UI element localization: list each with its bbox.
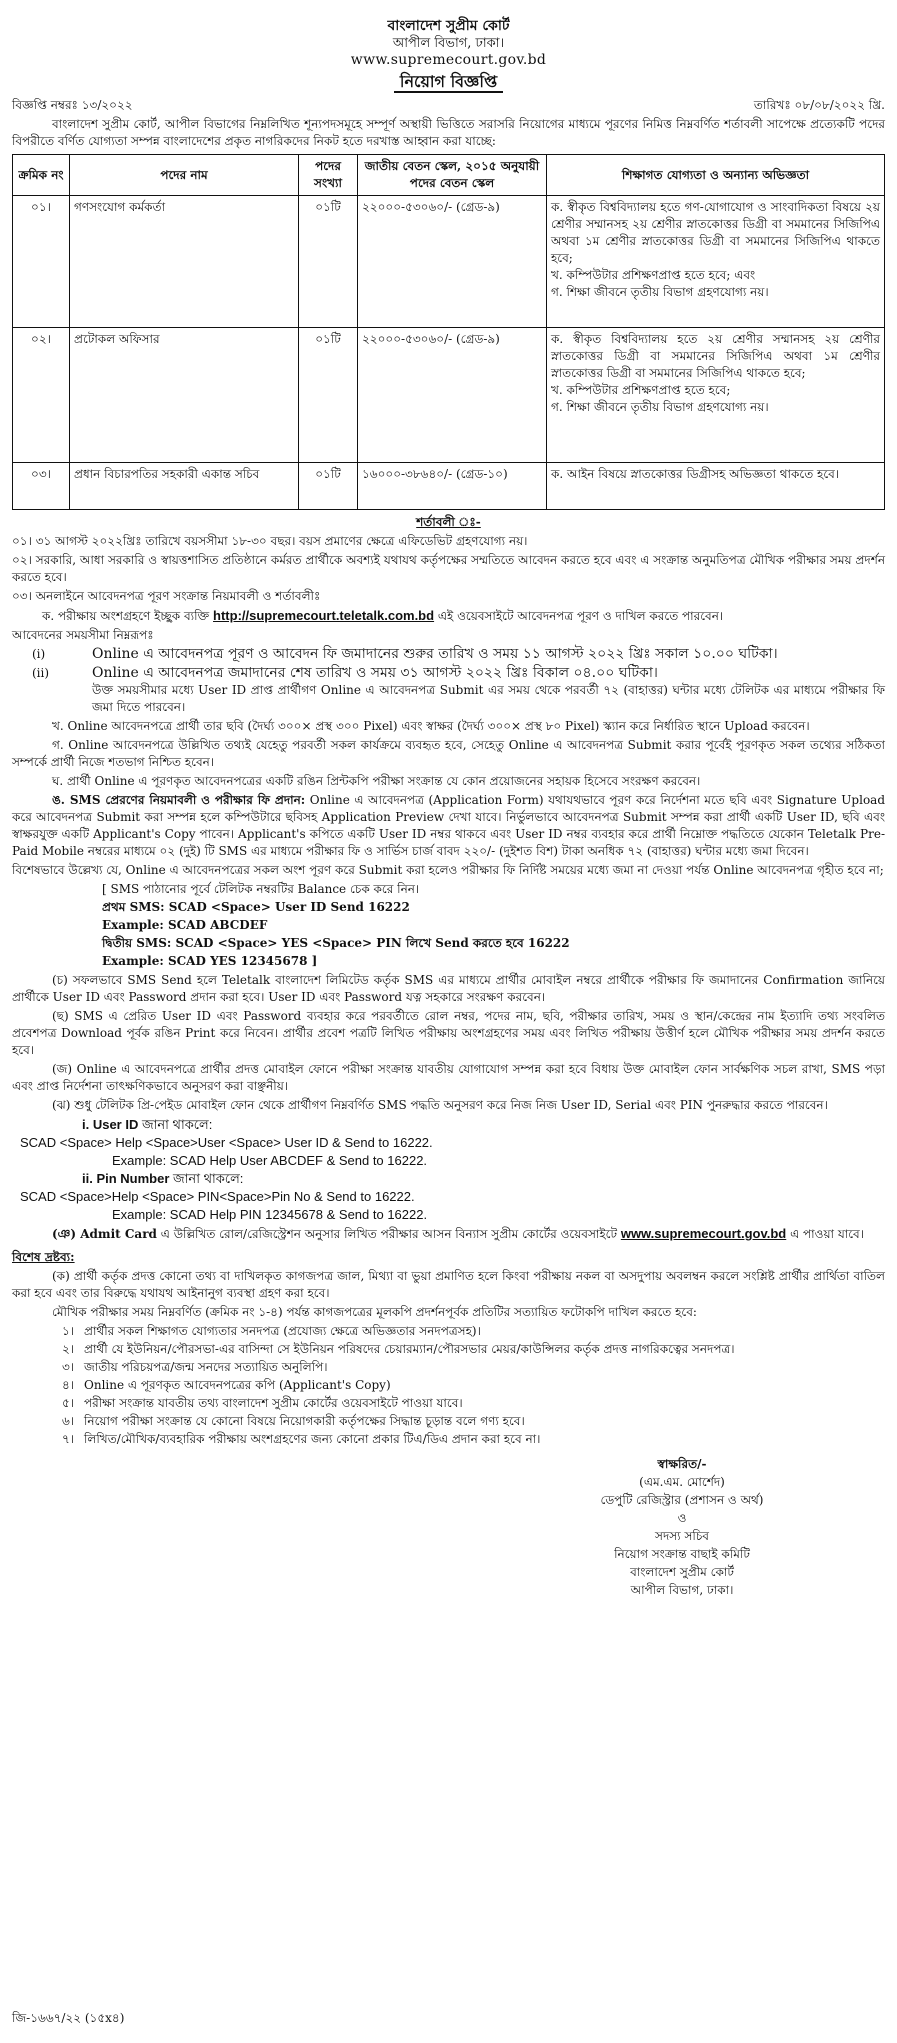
cell-pay: ১৬০০০-৩৮৬৪০/- (গ্রেড-১০): [358, 463, 547, 510]
list-item-number: ১।: [62, 1324, 75, 1338]
col-post-name: পদের নাম: [70, 155, 299, 196]
admit-card-text: এ উল্লিখিত রোল/রেজিস্ট্রেশন অনুসার লিখিত পরীক্ষার আসন বিন্যাস সুপ্রীম কোর্টের ওয়েবসাইটে: [160, 1227, 617, 1241]
pin-example: Example: SCAD Help PIN 12345678 & Send to 16222.: [112, 1207, 428, 1222]
notice-page: [12, 0, 886, 2025]
notice-meta: [12, 97, 885, 114]
user-id-code: SCAD <Space> Help <Space>User <Space> User ID & Send to 16222.: [20, 1135, 433, 1150]
period-title: আবেদনের সময়সীমা নিম্নরূপঃ: [12, 628, 154, 642]
list-item: [62, 1395, 885, 1412]
special-note-ka: (ক) প্রার্থী কর্তৃক প্রদত্ত কোনো তথ্য বা দাখিলকৃত কাগজপত্র জাল, মিথ্যা বা ভুয়া প্রমাণিত হলে কিংবা পরীক্ষায় নকল বা অসদুপায় অবলম্বন করলে সংশ্লিষ্ট প্রার্থীর প্রার্থিতা বাতিল করা হবে এবং তার বিরুদ্ধে যথাযথ আইনানুগ ব্যবস্থা গ্রহণ করা হবে।: [12, 1269, 885, 1300]
period-2-body: [92, 665, 885, 716]
list-item-number: ৩।: [62, 1360, 75, 1374]
qualification-line: ক. আইন বিষয়ে স্নাতকোত্তর ডিগ্রীসহ অভিজ্ঞতা থাকতে হবে।: [551, 467, 840, 481]
vacancy-table: [12, 154, 885, 510]
table-header-row: [13, 155, 885, 196]
condition-chha: (ছ) SMS এ প্রেরিত User ID এবং Password ব্যবহার করে পরবর্তীতে রোল নম্বর, পদের নাম, ছবি, পরীক্ষার তারিখ, সময় ও স্থান/কেন্দ্রের নাম ইত্যাদি তথ্য সংবলিত প্রবেশপত্র Download পূর্বক রঙিন Print করে নিবেন। প্রার্থীর প্রবেশ পত্রটি লিখিত পরীক্ষায় অংশগ্রহণের সময় এবং লিখিত পরীক্ষায় উত্তীর্ণ হলে মৌখিক পরীক্ষার সময় প্রদর্শন করতে হবে।: [12, 1009, 885, 1057]
list-item-number: ৬।: [62, 1414, 75, 1428]
signatory-division: আপীল বিভাগ, ঢাকা।: [630, 1583, 734, 1597]
viva-documents-intro: মৌখিক পরীক্ষার সময় নিম্নবর্ণিত (ক্রমিক নং ১-৪) পর্যন্ত কাগজপত্রের মূলকপি প্রদর্শনপূর্বক প্রতিটির সত্যায়িত ফটোকপি দাখিল করতে হবে:: [52, 1305, 697, 1319]
qualification-line: খ. কম্পিউটার প্রশিক্ষণপ্রাপ্ত হতে হবে; এবং: [551, 268, 756, 282]
conditions-title: শর্তাবলী ঃ-: [416, 515, 481, 529]
signatory-role: ডেপুটি রেজিস্ট্রার (প্রশাসন ও অর্থ): [600, 1493, 764, 1507]
signature-block: [532, 1456, 832, 1599]
cell-post-name: প্রটোকল অফিসার: [70, 328, 299, 463]
pin-recovery-title: [82, 1170, 885, 1187]
period-2-text: Online এ আবেদনপত্র জমাদানের শেষ তারিখ ও সময় ৩১ আগস্ট ২০২২ খ্রিঃ বিকাল ০৪.০০ ঘটিকা।: [92, 665, 658, 681]
condition-uma: [12, 792, 885, 860]
list-item-number: ৭।: [62, 1432, 75, 1446]
intro-paragraph: বাংলাদেশ সুপ্রীম কোর্ট, আপীল বিভাগের নিম্নলিখিত শূন্যপদসমূহে সম্পূর্ণ অস্থায়ী ভিত্তিতে সরাসরি নিয়োগের মাধ্যমে পূরণের নিমিত্ত নিম্নবর্ণিত শর্তাবলী সাপেক্ষে প্রত্যেকটি পদের বিপরীতে বর্ণিত যোগ্যতা সম্পন্ন বাংলাদেশের প্রকৃত নাগরিকদের নিকট হতে দরখাস্ত আহ্বান করা যাচ্ছে:: [12, 117, 885, 148]
user-id-suffix: জানা থাকলে:: [141, 1117, 213, 1132]
col-post-count: পদের সংখ্যা: [299, 155, 358, 196]
sms-first-example: Example: SCAD ABCDEF: [102, 918, 268, 932]
period-1-no: (i): [32, 647, 46, 661]
col-pay-scale: জাতীয় বেতন স্কেল, ২০১৫ অনুযায়ী পদের বেতন স্কেল: [358, 155, 547, 196]
qualification-line: গ. শিক্ষা জীবনে তৃতীয় বিভাগ গ্রহণযোগ্য নয়।: [551, 285, 769, 299]
condition-ka: [12, 607, 885, 625]
list-item: [62, 1323, 885, 1340]
cell-pay: ২২০০০-৫৩০৬০/- (গ্রেড-৯): [358, 328, 547, 463]
user-id-example: Example: SCAD Help User ABCDEF & Send to 16222.: [112, 1153, 428, 1168]
condition-ga: গ. Online আবেদনপত্রে উল্লিখিত তথ্যই যেহেতু পরবর্তী সকল কার্যক্রমে ব্যবহৃত হবে, সেহেতু Online এ আবেদনপত্র Submit করার পূর্বেই পূরণকৃত সকল তথ্যের সঠিকতা সম্পর্কে প্রার্থী নিজে শতভাগ নিশ্চিত হবেন।: [12, 738, 885, 769]
cell-pay: ২২০০০-৫৩০৬০/- (গ্রেড-৯): [358, 196, 547, 328]
col-serial: ক্রমিক নং: [13, 155, 70, 196]
condition-ka-text: ক. পরীক্ষায় অংশগ্রহণে ইচ্ছুক ব্যক্তি: [42, 609, 210, 623]
cell-serial: ০২।: [13, 328, 70, 463]
supremecourt-link[interactable]: www.supremecourt.gov.bd: [620, 1226, 787, 1241]
cell-serial: ০৩।: [13, 463, 70, 510]
page-title: নিয়োগ বিজ্ঞপ্তি: [394, 73, 503, 93]
list-item-text: Online এ পূরণকৃত আবেদনপত্রের কপি (Applicant's Copy): [84, 1378, 391, 1392]
list-item: [62, 1359, 885, 1376]
qualification-line: ক. স্বীকৃত বিশ্ববিদ্যালয় হতে ২য় শ্রেণীর সম্মানসহ ২য় শ্রেণীর স্নাতকোত্তর ডিগ্রী বা সমমানের সিজিপিএ অথবা ১ম শ্রেণীর স্নাতকোত্তর ডিগ্রী বা সমমানের সিজিপিএ থাকতে হবে;: [551, 332, 880, 380]
sms-first: প্রথম SMS: SCAD <Space> User ID Send 16222: [102, 900, 410, 914]
table-row: [13, 196, 885, 328]
list-item: [62, 1413, 885, 1430]
signatory-role-2: সদস্য সচিব: [655, 1529, 709, 1543]
sms-rules-text: Online এ আবেদনপত্র (Application Form) যথাযথভাবে পূরণ করে নির্দেশনা মতে ছবি এবং Signature Upload করে আবেদনপত্র Submit করা সম্পন্ন হলে কম্পিউটারে ছবিসহ Application Preview দেখা যাবে। নির্ভুলভাবে আবেদনপত্র Submit সম্পন্ন করা প্রার্থী একটি User ID, ছবি এবং স্বাক্ষরযুক্ত একটি Applicant's Copy পাবেন। Applicant's কপিতে একটি User ID নম্বর থাকবে এবং User ID নম্বর ব্যবহার করে প্রার্থী নিম্নোক্ত পদ্ধতিতে যেকোন Teletalk Pre-Paid Mobile নম্বরের মাধ্যমে ০২ (দুই) টি SMS এর মাধ্যমে পরীক্ষার ফি ও সার্ভিস চার্জ বাবদ ২২০/- (দুইশত বিশ) টাকা অনধিক ৭২ (বাহাত্তর) ঘন্টার মধ্যে জমা দিবেন।: [12, 793, 886, 858]
sms-second-example: Example: SCAD YES 12345678 ]: [102, 954, 318, 968]
cell-qualification: [547, 328, 885, 463]
cell-qualification: [547, 196, 885, 328]
period-2-note: উক্ত সময়সীমার মধ্যে User ID প্রাপ্ত প্রার্থীগণ Online এ আবেদনপত্র Submit এর সময় থেকে পরবর্তী ৭২ (বাহাত্তর) ঘন্টার মধ্যে টেলিটক এর মাধ্যমে পরীক্ষার ফি জমা দিতে পারবেন।: [92, 683, 885, 714]
website: www.supremecourt.gov.bd: [350, 52, 547, 68]
condition-kha: খ. Online আবেদনপত্রে প্রার্থী তার ছবি (দৈর্ঘ্য ৩০০× প্রস্থ ৩০০ Pixel) এবং স্বাক্ষর (দৈর্ঘ্য ৩০০× প্রস্থ ৮০ Pixel) স্ক্যান করে নির্ধারিত স্থানে Upload করবেন।: [52, 719, 810, 733]
cell-count: ০১টি: [299, 463, 358, 510]
table-row: [13, 463, 885, 510]
table-row: [13, 328, 885, 463]
signatory-name: (এম.এম. মোর্শেদ): [639, 1475, 725, 1489]
qualification-line: খ. কম্পিউটার প্রশিক্ষণপ্রাপ্ত হতে হবে;: [551, 383, 731, 397]
condition-3: ০৩। অনলাইনে আবেদনপত্র পূরণ সংক্রান্ত নিয়মাবলী ও শর্তাবলীঃ: [12, 589, 321, 603]
list-item-text: প্রার্থীর সকল শিক্ষাগত যোগ্যতার সনদপত্র (প্রযোজ্য ক্ষেত্রে অভিজ্ঞতার সনদপত্রসহ)।: [84, 1324, 481, 1338]
letterhead: [12, 18, 885, 93]
org-name: বাংলাদেশ সুপ্রীম কোর্ট: [387, 18, 510, 34]
list-item-text: প্রার্থী যে ইউনিয়ন/পৌরসভা-এর বাসিন্দা সে ইউনিয়ন পরিষদের চেয়ারম্যান/পৌরসভার মেয়র/কাউন্সিলর কর্তৃক প্রদত্ত নাগরিকত্বের সনদপত্র।: [84, 1342, 735, 1356]
special-note-title: বিশেষ দ্রষ্টব্য:: [12, 1250, 75, 1264]
admit-card-label: (ঞ) Admit Card: [52, 1227, 157, 1241]
sms-balance-check: [ SMS পাঠানোর পূর্বে টেলিটক নম্বরটির Balance চেক করে নিন।: [102, 882, 420, 896]
qualification-line: ক. স্বীকৃত বিশ্ববিদ্যালয় হতে গণ-যোগাযোগ ও সাংবাদিকতা বিষয়ে ২য় শ্রেণীর সম্মানসহ ২য় শ্রেণীর স্নাতকোত্তর ডিগ্রী বা সমমানের সিজিপিএ অথবা ১ম শ্রেণীর স্নাতকোত্তর ডিগ্রী বা সমমানের সিজিপিএ থাকতে হবে;: [551, 200, 880, 265]
condition-gha: ঘ. প্রার্থী Online এ পূরণকৃত আবেদনপত্রের একটি রঙিন প্রিন্টকপি পরীক্ষা সংক্রান্ত যে কোন প্রয়োজনের সহায়ক হিসেবে সংরক্ষণ করবেন।: [52, 774, 701, 788]
admit-card-tail: এ পাওয়া যাবে।: [790, 1227, 865, 1241]
footer-code: জি-১৬৬৭/২২ (১৫x৪): [12, 2011, 125, 2025]
condition-2: ০২। সরকারি, আধা সরকারি ও স্বায়ত্তশাসিত প্রতিষ্ঠানে কর্মরত প্রার্থীকে অবশ্যই যথাযথ কর্তৃপক্ষের সম্মতিতে আবেদন করতে হবে এবং এ সংক্রান্ত অনুমতিপত্র মৌখিক পরীক্ষার সময় প্রদর্শন করতে হবে।: [12, 553, 885, 584]
qualification-line: গ. শিক্ষা জীবনে তৃতীয় বিভাগ গ্রহণযোগ্য নয়।: [551, 400, 769, 414]
list-item-text: পরীক্ষা সংক্রান্ত যাবতীয় তথ্য বাংলাদেশ সুপ্রীম কোর্টের ওয়েবসাইটে পাওয়া যাবে।: [84, 1396, 463, 1410]
list-item: [62, 1341, 885, 1358]
condition-nya: [12, 1225, 885, 1243]
division-name: আপীল বিভাগ, ঢাকা।: [392, 36, 505, 51]
cell-serial: ০১।: [13, 196, 70, 328]
list-item-number: ২।: [62, 1342, 75, 1356]
condition-ja: (জ) Online এ আবেদনপত্রে প্রার্থীর প্রদত্ত মোবাইল ফোনে পরীক্ষা সংক্রান্ত যাবতীয় যোগাযোগ সম্পন্ন করা হবে বিধায় উক্ত মোবাইল ফোন সার্বক্ষণিক সচল রাখা, SMS পড়া এবং প্রাপ্ত নির্দেশনা তাৎক্ষণিকভাবে অনুসরণ করা বাঞ্ছনীয়।: [12, 1062, 885, 1093]
documents-list: [62, 1323, 885, 1448]
list-item-number: ৫।: [62, 1396, 75, 1410]
cell-post-name: গণসংযোগ কর্মকর্তা: [70, 196, 299, 328]
signatory-and: ও: [677, 1511, 687, 1525]
condition-ka-tail: এই ওয়েবসাইটে আবেদনপত্র পূরণ ও দাখিল করতে পারবেন।: [437, 609, 724, 623]
list-item-text: নিয়োগ পরীক্ষা সংক্রান্ত যে কোনো বিষয়ে নিয়োগকারী কর্তৃপক্ষের সিদ্ধান্ত চূড়ান্ত বলে গণ্য হবে।: [84, 1414, 525, 1428]
signed-label: স্বাক্ষরিত/-: [657, 1457, 707, 1471]
signatory-org: বাংলাদেশ সুপ্রীম কোর্ট: [630, 1565, 734, 1579]
list-item-number: ৪।: [62, 1378, 75, 1392]
teletalk-link[interactable]: http://supremecourt.teletalk.com.bd: [213, 608, 435, 623]
pin-label: ii. Pin Number: [82, 1171, 170, 1186]
period-1-text: Online এ আবেদনপত্র পূরণ ও আবেদন ফি জমাদানের শুরুর তারিখ ও সময় ১১ আগস্ট ২০২২ খ্রিঃ সকাল ১০.০০ ঘটিকা।: [92, 646, 778, 662]
notice-date: তারিখঃ ০৮/০৮/২০২২ খ্রি.: [753, 98, 885, 112]
sms-rules-title: ঙ. SMS প্রেরণের নিয়মাবলী ও পরীক্ষার ফি প্রদান:: [52, 793, 306, 807]
cell-post-name: প্রধান বিচারপতির সহকারী একান্ত সচিব: [70, 463, 299, 510]
sms-second: দ্বিতীয় SMS: SCAD <Space> YES <Space> PIN লিখে Send করতে হবে 16222: [102, 936, 570, 950]
list-item: [62, 1431, 885, 1448]
col-qualification: শিক্ষাগত যোগ্যতা ও অন্যান্য অভিজ্ঞতা: [547, 155, 885, 196]
list-item: [62, 1377, 885, 1394]
pin-code: SCAD <Space>Help <Space> PIN<Space>Pin No & Send to 16222.: [20, 1189, 415, 1204]
period-2-no: (ii): [32, 666, 50, 680]
period-2: [12, 665, 885, 716]
list-item-text: জাতীয় পরিচয়পত্র/জন্ম সনদের সত্যায়িত অনুলিপি।: [84, 1360, 328, 1374]
condition-uma-note: বিশেষভাবে উল্লেখ্য যে, Online এ আবেদনপত্রের সকল অংশ পূরণ করে Submit করা হলেও পরীক্ষার ফি নির্দিষ্ট সময়ের মধ্যে জমা না দেওয়া পর্যন্ত Online আবেদনপত্র গৃহীত হবে না;: [12, 863, 884, 877]
cell-count: ০১টি: [299, 196, 358, 328]
condition-jha: (ঝ) শুধু টেলিটক প্রি-পেইড মোবাইল ফোন থেকে প্রার্থীগণ নিম্নবর্ণিত SMS পদ্ধতি অনুসরণ করে নিজ নিজ User ID, Serial এবং PIN পুনরুদ্ধার করতে পারবেন।: [52, 1098, 828, 1112]
period-1: [12, 646, 885, 663]
cell-count: ০১টি: [299, 328, 358, 463]
signatory-committee: নিয়োগ সংক্রান্ত বাছাই কমিটি: [614, 1547, 750, 1561]
sms-instructions: [102, 881, 885, 970]
user-id-label: i. User ID: [82, 1117, 139, 1132]
notice-number: বিজ্ঞপ্তি নম্বরঃ ১৩/২০২২: [12, 98, 133, 112]
cell-qualification: [547, 463, 885, 510]
condition-1: ০১। ৩১ আগস্ট ২০২২খ্রিঃ তারিখে বয়সসীমা ১৮-৩০ বছর। বয়স প্রমাণের ক্ষেত্রে এফিডেভিট গ্রহণযোগ্য নয়।: [12, 534, 528, 548]
user-id-recovery-title: [82, 1116, 885, 1133]
list-item-text: লিখিত/মৌখিক/ব্যবহারিক পরীক্ষায় অংশগ্রহণের জন্য কোনো প্রকার টিএ/ডিএ প্রদান করা হবে না।: [84, 1432, 541, 1446]
pin-suffix: জানা থাকলে:: [173, 1171, 244, 1186]
condition-cha: (চ) সফলভাবে SMS Send হলে Teletalk বাংলাদেশ লিমিটেড কর্তৃক SMS এর মাধ্যমে প্রার্থীর মোবাইল নম্বরে প্রার্থীকে পরীক্ষার ফি জমাদানের Confirmation জানিয়ে প্রার্থীকে User ID এবং Password প্রদান করা হবে। User ID এবং Password যত্ন সহকারে সংরক্ষণ করবেন।: [12, 973, 885, 1004]
